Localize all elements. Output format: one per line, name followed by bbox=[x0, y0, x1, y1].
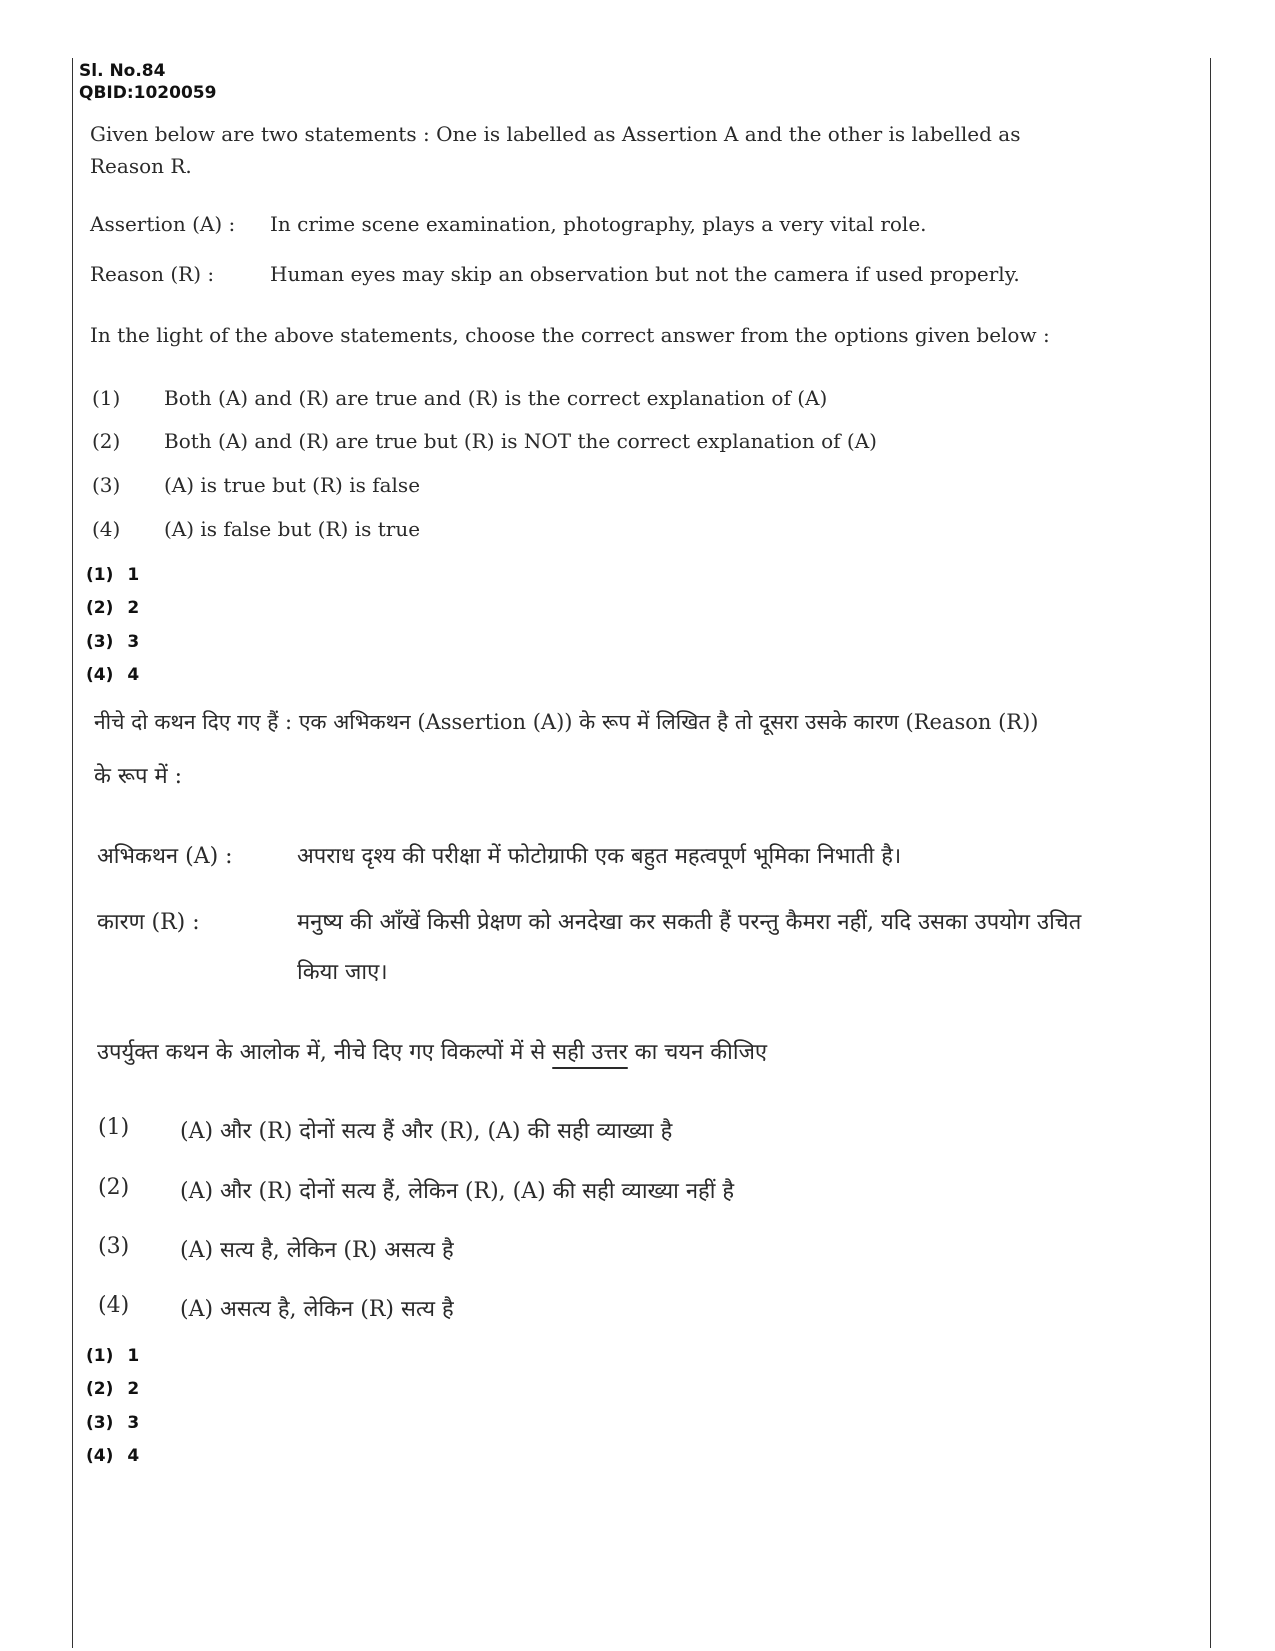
hindi-reason-label: कारण (R) : bbox=[97, 910, 200, 935]
option-text: (A) और (R) दोनों सत्य हैं और (R), (A) की सही व्याख्या है bbox=[180, 1119, 673, 1144]
option-text: (A) असत्य है, लेकिन (R) सत्य है bbox=[180, 1297, 454, 1322]
right-border-line bbox=[1210, 58, 1211, 1648]
answer-choice-3[interactable]: (3) 3 bbox=[86, 1413, 140, 1433]
hindi-assertion-text: अपराध दृश्य की परीक्षा में फोटोग्राफी एक बहुत महत्वपूर्ण भूमिका निभाती है। bbox=[297, 844, 902, 869]
option-number: (4) bbox=[92, 517, 121, 541]
answer-choice-2[interactable]: (2) 2 bbox=[86, 1379, 140, 1399]
option-text: (A) और (R) दोनों सत्य हैं, लेकिन (R), (A) की सही व्याख्या नहीं है bbox=[180, 1179, 735, 1204]
option-number: (3) bbox=[92, 473, 121, 497]
option-text: (A) is true but (R) is false bbox=[164, 473, 421, 497]
option-number: (1) bbox=[92, 386, 121, 410]
answer-choice-3[interactable]: (3) 3 bbox=[86, 632, 140, 652]
hindi-reason-text-line-2: किया जाए। bbox=[297, 960, 388, 985]
hindi-assertion-label: अभिकथन (A) : bbox=[97, 844, 233, 869]
answer-choice-4[interactable]: (4) 4 bbox=[86, 1446, 140, 1466]
english-reason-text: Human eyes may skip an observation but not the camera if used properly. bbox=[270, 262, 1020, 286]
answer-choice-1[interactable]: (1) 1 bbox=[86, 565, 140, 585]
option-text: (A) is false but (R) is true bbox=[164, 517, 421, 541]
hindi-intro-line-2: के रूप में : bbox=[94, 764, 183, 789]
question-id: QBID:1020059 bbox=[79, 83, 217, 103]
english-intro-line-2: Reason R. bbox=[90, 154, 192, 178]
english-assertion-text: In crime scene examination, photography, plays a very vital role. bbox=[270, 212, 927, 236]
hindi-instruction: उपर्युक्त कथन के आलोक में, नीचे दिए गए विकल्पों में से सही उत्तर का चयन कीजिए bbox=[97, 1040, 768, 1065]
english-instruction: In the light of the above statements, choose the correct answer from the options given below : bbox=[90, 323, 1050, 347]
english-intro-line-1: Given below are two statements : One is labelled as Assertion A and the other is labelled as bbox=[90, 122, 1021, 146]
option-text: Both (A) and (R) are true but (R) is NOT the correct explanation of (A) bbox=[164, 429, 877, 453]
hindi-reason-text-line-1: मनुष्य की आँखें किसी प्रेक्षण को अनदेखा कर सकती हैं परन्तु कैमरा नहीं, यदि उसका उपयोग उचित bbox=[297, 910, 1082, 935]
option-text: Both (A) and (R) are true and (R) is the correct explanation of (A) bbox=[164, 386, 828, 410]
answer-choice-2[interactable]: (2) 2 bbox=[86, 598, 140, 618]
hindi-instruction-underlined: सही उत्तर bbox=[552, 1040, 628, 1065]
answer-choice-1[interactable]: (1) 1 bbox=[86, 1346, 140, 1366]
option-number: (3) bbox=[98, 1234, 130, 1259]
answer-choice-4[interactable]: (4) 4 bbox=[86, 665, 140, 685]
hindi-intro-line-1: नीचे दो कथन दिए गए हैं : एक अभिकथन (Assertion (A)) के रूप में लिखित है तो दूसरा उसके कारण (Reason (R)) bbox=[94, 710, 1039, 734]
serial-number: Sl. No.84 bbox=[79, 61, 166, 81]
english-reason-label: Reason (R) : bbox=[90, 262, 215, 286]
left-border-line bbox=[72, 58, 73, 1648]
option-number: (2) bbox=[92, 429, 121, 453]
option-text: (A) सत्य है, लेकिन (R) असत्य है bbox=[180, 1238, 454, 1263]
option-number: (1) bbox=[98, 1115, 130, 1140]
english-assertion-label: Assertion (A) : bbox=[90, 212, 236, 236]
option-number: (2) bbox=[98, 1175, 130, 1200]
option-number: (4) bbox=[98, 1293, 130, 1318]
